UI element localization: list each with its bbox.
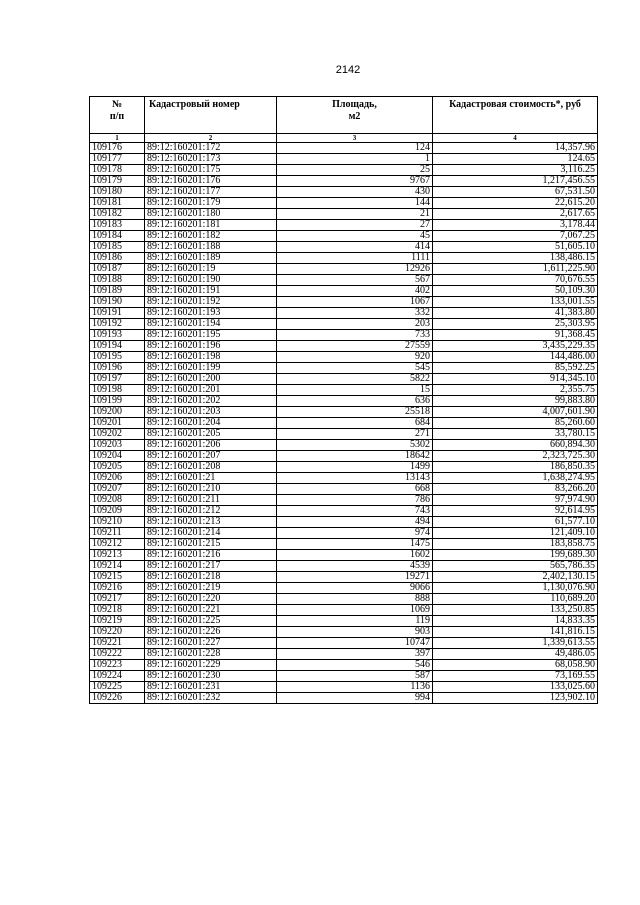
area-value: 546: [277, 660, 433, 671]
column-number-4: 4: [433, 134, 598, 143]
cadastral-number: 89:12:160201:195: [145, 330, 277, 341]
table-row: [90, 627, 598, 638]
row-index: 109178: [90, 165, 145, 176]
area-value: 1499: [277, 462, 433, 473]
cost-value: 3,435,229.35: [433, 341, 598, 352]
row-index: 109190: [90, 297, 145, 308]
table-row: [90, 330, 598, 341]
cost-value: 41,383.80: [433, 308, 598, 319]
cadastral-number: 89:12:160201:176: [145, 176, 277, 187]
row-index: 109177: [90, 154, 145, 165]
area-value: 18642: [277, 451, 433, 462]
area-value: 587: [277, 671, 433, 682]
cost-value: 61,577.10: [433, 517, 598, 528]
table-row: [90, 297, 598, 308]
row-index: 109187: [90, 264, 145, 275]
area-value: 203: [277, 319, 433, 330]
table-row: [90, 616, 598, 627]
table-row: [90, 539, 598, 550]
area-value: 567: [277, 275, 433, 286]
cadastral-number: 89:12:160201:180: [145, 209, 277, 220]
cadastral-number: 89:12:160201:230: [145, 671, 277, 682]
area-value: 124: [277, 143, 433, 154]
row-index: 109199: [90, 396, 145, 407]
row-index: 109176: [90, 143, 145, 154]
cost-value: 199,689.30: [433, 550, 598, 561]
cadastral-number: 89:12:160201:193: [145, 308, 277, 319]
table-row: [90, 187, 598, 198]
row-index: 109179: [90, 176, 145, 187]
cadastral-number: 89:12:160201:21: [145, 473, 277, 484]
table-row: [90, 484, 598, 495]
cadastral-number: 89:12:160201:202: [145, 396, 277, 407]
cost-value: 2,323,725.30: [433, 451, 598, 462]
row-index: 109221: [90, 638, 145, 649]
header-cost: Кадастровая стоимость*, руб: [433, 97, 598, 134]
cost-value: 1,638,274.95: [433, 473, 598, 484]
row-index: 109188: [90, 275, 145, 286]
cadastral-number: 89:12:160201:218: [145, 572, 277, 583]
area-value: 9066: [277, 583, 433, 594]
area-value: 1136: [277, 682, 433, 693]
cadastral-number: 89:12:160201:207: [145, 451, 277, 462]
table-row: [90, 352, 598, 363]
table-header-row: [90, 97, 598, 134]
cadastral-number: 89:12:160201:217: [145, 561, 277, 572]
area-value: 402: [277, 286, 433, 297]
cost-value: 660,894.30: [433, 440, 598, 451]
row-index: 109201: [90, 418, 145, 429]
cadastral-number: 89:12:160201:192: [145, 297, 277, 308]
row-index: 109222: [90, 649, 145, 660]
cost-value: 110,689.20: [433, 594, 598, 605]
cost-value: 33,780.15: [433, 429, 598, 440]
cadastral-number: 89:12:160201:208: [145, 462, 277, 473]
cost-value: 73,169.55: [433, 671, 598, 682]
cost-value: 50,109.30: [433, 286, 598, 297]
cadastral-number: 89:12:160201:204: [145, 418, 277, 429]
cadastral-number: 89:12:160201:172: [145, 143, 277, 154]
row-index: 109216: [90, 583, 145, 594]
cadastral-number: 89:12:160201:196: [145, 341, 277, 352]
table-row: [90, 165, 598, 176]
row-index: 109200: [90, 407, 145, 418]
cost-value: 144,486.00: [433, 352, 598, 363]
row-index: 109213: [90, 550, 145, 561]
row-index: 109210: [90, 517, 145, 528]
table-row: [90, 572, 598, 583]
table-row: [90, 198, 598, 209]
cadastral-number: 89:12:160201:226: [145, 627, 277, 638]
cadastral-value-table: [89, 96, 598, 704]
cost-value: 186,850.35: [433, 462, 598, 473]
area-value: 25518: [277, 407, 433, 418]
cost-value: 1,217,456.55: [433, 176, 598, 187]
cost-value: 97,974.90: [433, 495, 598, 506]
area-value: 786: [277, 495, 433, 506]
cost-value: 121,409.10: [433, 528, 598, 539]
row-index: 109209: [90, 506, 145, 517]
cadastral-number: 89:12:160201:19: [145, 264, 277, 275]
table-row: [90, 671, 598, 682]
area-value: 494: [277, 517, 433, 528]
area-value: 1475: [277, 539, 433, 550]
cost-value: 22,615.20: [433, 198, 598, 209]
table-row: [90, 396, 598, 407]
cadastral-number: 89:12:160201:211: [145, 495, 277, 506]
area-value: 45: [277, 231, 433, 242]
cost-value: 51,605.10: [433, 242, 598, 253]
table-row: [90, 583, 598, 594]
column-number-3: 3: [277, 134, 433, 143]
area-value: 974: [277, 528, 433, 539]
header-area: Площадь, м2: [277, 97, 433, 134]
column-number-row: [90, 134, 598, 143]
cadastral-number: 89:12:160201:229: [145, 660, 277, 671]
table-row: [90, 319, 598, 330]
table-row: [90, 506, 598, 517]
area-value: 1111: [277, 253, 433, 264]
area-value: 119: [277, 616, 433, 627]
table-row: [90, 440, 598, 451]
area-value: 5822: [277, 374, 433, 385]
table-row: [90, 638, 598, 649]
cadastral-number: 89:12:160201:206: [145, 440, 277, 451]
cadastral-number: 89:12:160201:177: [145, 187, 277, 198]
table-row: [90, 517, 598, 528]
row-index: 109207: [90, 484, 145, 495]
area-value: 397: [277, 649, 433, 660]
table-row: [90, 561, 598, 572]
table-row: [90, 418, 598, 429]
cost-value: 2,617.65: [433, 209, 598, 220]
table-row: [90, 550, 598, 561]
table-row: [90, 231, 598, 242]
cost-value: 2,355.75: [433, 385, 598, 396]
header-number: № п/п: [90, 97, 145, 134]
row-index: 109181: [90, 198, 145, 209]
cadastral-number: 89:12:160201:215: [145, 539, 277, 550]
cost-value: 67,531.50: [433, 187, 598, 198]
column-number-1: 1: [90, 134, 145, 143]
cost-value: 4,007,601.90: [433, 407, 598, 418]
cadastral-number: 89:12:160201:213: [145, 517, 277, 528]
row-index: 109215: [90, 572, 145, 583]
cadastral-number: 89:12:160201:182: [145, 231, 277, 242]
cost-value: 14,357.96: [433, 143, 598, 154]
cost-value: 138,486.15: [433, 253, 598, 264]
area-value: 10747: [277, 638, 433, 649]
table-row: [90, 495, 598, 506]
row-index: 109194: [90, 341, 145, 352]
row-index: 109191: [90, 308, 145, 319]
cost-value: 85,592.25: [433, 363, 598, 374]
row-index: 109226: [90, 693, 145, 704]
area-value: 903: [277, 627, 433, 638]
cadastral-number: 89:12:160201:219: [145, 583, 277, 594]
table-body: [90, 143, 598, 704]
page-number: 2142: [335, 64, 361, 76]
cadastral-number: 89:12:160201:188: [145, 242, 277, 253]
area-value: 271: [277, 429, 433, 440]
area-value: 888: [277, 594, 433, 605]
cost-value: 1,611,225.90: [433, 264, 598, 275]
row-index: 109184: [90, 231, 145, 242]
row-index: 109218: [90, 605, 145, 616]
cadastral-number: 89:12:160201:205: [145, 429, 277, 440]
table-row: [90, 374, 598, 385]
area-value: 430: [277, 187, 433, 198]
area-value: 920: [277, 352, 433, 363]
cost-value: 1,130,076.90: [433, 583, 598, 594]
area-value: 332: [277, 308, 433, 319]
row-index: 109208: [90, 495, 145, 506]
cost-value: 141,816.15: [433, 627, 598, 638]
row-index: 109193: [90, 330, 145, 341]
cost-value: 25,303.95: [433, 319, 598, 330]
cost-value: 133,250.85: [433, 605, 598, 616]
cost-value: 70,676.55: [433, 275, 598, 286]
cadastral-number: 89:12:160201:190: [145, 275, 277, 286]
cost-value: 914,345.10: [433, 374, 598, 385]
column-number-2: 2: [145, 134, 277, 143]
row-index: 109214: [90, 561, 145, 572]
cadastral-number: 89:12:160201:194: [145, 319, 277, 330]
area-value: 1: [277, 154, 433, 165]
table-row: [90, 451, 598, 462]
area-value: 12926: [277, 264, 433, 275]
cadastral-number: 89:12:160201:199: [145, 363, 277, 374]
table-row: [90, 363, 598, 374]
row-index: 109211: [90, 528, 145, 539]
row-index: 109224: [90, 671, 145, 682]
cadastral-number: 89:12:160201:200: [145, 374, 277, 385]
row-index: 109198: [90, 385, 145, 396]
table-row: [90, 660, 598, 671]
cost-value: 133,001.55: [433, 297, 598, 308]
table-row: [90, 385, 598, 396]
cost-value: 124.65: [433, 154, 598, 165]
cadastral-number: 89:12:160201:232: [145, 693, 277, 704]
cadastral-number: 89:12:160201:220: [145, 594, 277, 605]
cost-value: 99,883.80: [433, 396, 598, 407]
table-row: [90, 462, 598, 473]
area-value: 13143: [277, 473, 433, 484]
area-value: 414: [277, 242, 433, 253]
cadastral-number: 89:12:160201:201: [145, 385, 277, 396]
table-row: [90, 253, 598, 264]
cadastral-number: 89:12:160201:212: [145, 506, 277, 517]
cadastral-number: 89:12:160201:216: [145, 550, 277, 561]
cost-value: 85,260.60: [433, 418, 598, 429]
row-index: 109206: [90, 473, 145, 484]
row-index: 109186: [90, 253, 145, 264]
table-row: [90, 209, 598, 220]
cost-value: 3,178.44: [433, 220, 598, 231]
area-value: 144: [277, 198, 433, 209]
area-value: 636: [277, 396, 433, 407]
cost-value: 3,116.25: [433, 165, 598, 176]
table-row: [90, 176, 598, 187]
cost-value: 91,368.45: [433, 330, 598, 341]
area-value: 743: [277, 506, 433, 517]
cost-value: 7,067.25: [433, 231, 598, 242]
area-value: 15: [277, 385, 433, 396]
cost-value: 2,402,130.15: [433, 572, 598, 583]
cadastral-number: 89:12:160201:179: [145, 198, 277, 209]
area-value: 21: [277, 209, 433, 220]
cadastral-number: 89:12:160201:225: [145, 616, 277, 627]
table-row: [90, 682, 598, 693]
area-value: 19271: [277, 572, 433, 583]
table-row: [90, 594, 598, 605]
row-index: 109220: [90, 627, 145, 638]
row-index: 109204: [90, 451, 145, 462]
area-value: 27: [277, 220, 433, 231]
table-row: [90, 341, 598, 352]
row-index: 109185: [90, 242, 145, 253]
table-row: [90, 407, 598, 418]
table-row: [90, 693, 598, 704]
area-value: 545: [277, 363, 433, 374]
row-index: 109192: [90, 319, 145, 330]
table-row: [90, 286, 598, 297]
row-index: 109205: [90, 462, 145, 473]
cadastral-number: 89:12:160201:203: [145, 407, 277, 418]
table-row: [90, 242, 598, 253]
area-value: 733: [277, 330, 433, 341]
area-value: 1067: [277, 297, 433, 308]
header-cadastral-number: Кадастровый номер: [145, 97, 277, 134]
cost-value: 183,858.75: [433, 539, 598, 550]
cost-value: 68,058.90: [433, 660, 598, 671]
cost-value: 92,614.95: [433, 506, 598, 517]
cadastral-number: 89:12:160201:221: [145, 605, 277, 616]
area-value: 5302: [277, 440, 433, 451]
area-value: 1069: [277, 605, 433, 616]
cost-value: 565,786.35: [433, 561, 598, 572]
cadastral-number: 89:12:160201:210: [145, 484, 277, 495]
row-index: 109203: [90, 440, 145, 451]
table-row: [90, 220, 598, 231]
cadastral-number: 89:12:160201:228: [145, 649, 277, 660]
area-value: 668: [277, 484, 433, 495]
cadastral-number: 89:12:160201:227: [145, 638, 277, 649]
table-row: [90, 143, 598, 154]
cost-value: 49,486.05: [433, 649, 598, 660]
table-row: [90, 154, 598, 165]
row-index: 109189: [90, 286, 145, 297]
area-value: 4539: [277, 561, 433, 572]
table-row: [90, 649, 598, 660]
table-row: [90, 275, 598, 286]
row-index: 109219: [90, 616, 145, 627]
table-row: [90, 605, 598, 616]
row-index: 109197: [90, 374, 145, 385]
cost-value: 14,833.35: [433, 616, 598, 627]
row-index: 109202: [90, 429, 145, 440]
row-index: 109196: [90, 363, 145, 374]
cadastral-number: 89:12:160201:191: [145, 286, 277, 297]
area-value: 684: [277, 418, 433, 429]
table-row: [90, 528, 598, 539]
row-index: 109225: [90, 682, 145, 693]
table-row: [90, 429, 598, 440]
cadastral-number: 89:12:160201:181: [145, 220, 277, 231]
row-index: 109217: [90, 594, 145, 605]
table-row: [90, 264, 598, 275]
cadastral-number: 89:12:160201:175: [145, 165, 277, 176]
area-value: 9767: [277, 176, 433, 187]
cost-value: 1,339,613.55: [433, 638, 598, 649]
cadastral-number: 89:12:160201:214: [145, 528, 277, 539]
cost-value: 123,902.10: [433, 693, 598, 704]
cadastral-number: 89:12:160201:189: [145, 253, 277, 264]
row-index: 109223: [90, 660, 145, 671]
table-row: [90, 308, 598, 319]
row-index: 109182: [90, 209, 145, 220]
area-value: 27559: [277, 341, 433, 352]
cadastral-number: 89:12:160201:231: [145, 682, 277, 693]
cost-value: 133,025.60: [433, 682, 598, 693]
row-index: 109183: [90, 220, 145, 231]
cadastral-number: 89:12:160201:198: [145, 352, 277, 363]
row-index: 109195: [90, 352, 145, 363]
row-index: 109212: [90, 539, 145, 550]
area-value: 25: [277, 165, 433, 176]
area-value: 994: [277, 693, 433, 704]
area-value: 1602: [277, 550, 433, 561]
cost-value: 83,266.20: [433, 484, 598, 495]
cadastral-number: 89:12:160201:173: [145, 154, 277, 165]
row-index: 109180: [90, 187, 145, 198]
table-row: [90, 473, 598, 484]
